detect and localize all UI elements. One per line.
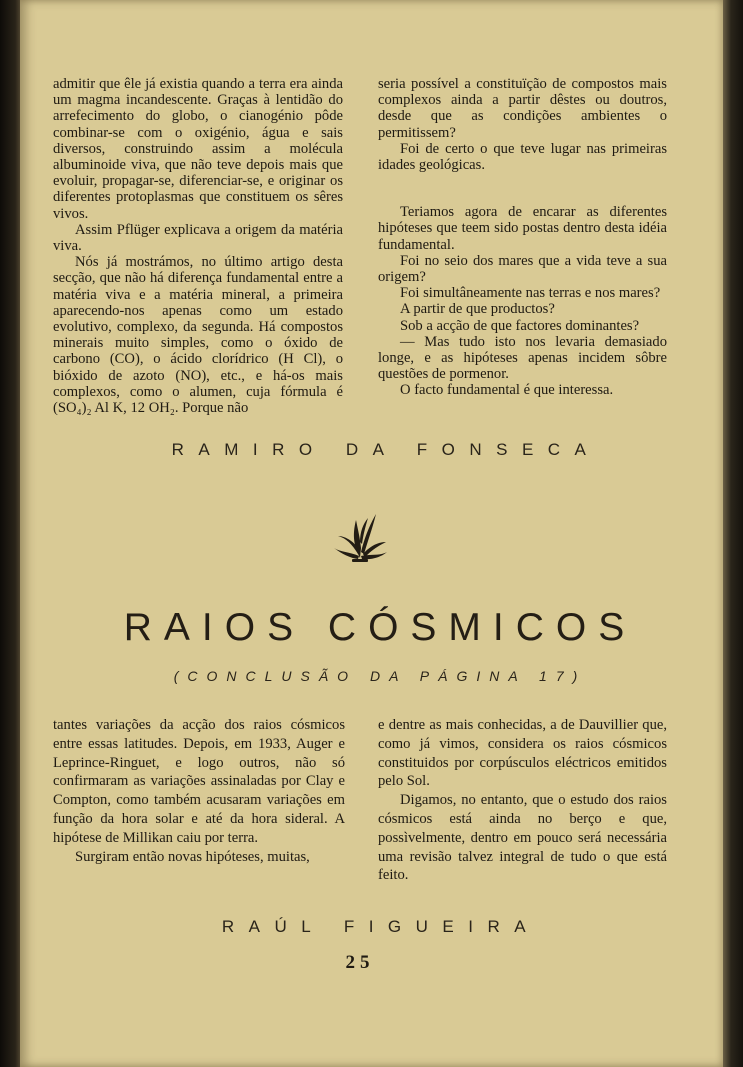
paragraph: Sob a acção de que factores dominantes? (400, 317, 640, 334)
bottom-article-right-column (378, 716, 667, 885)
paragraph: seria possível a constituïção de compostos mais complexos ainda a partir dêstes ou doutros, desde que as condições ambientes o permitissem? (378, 76, 667, 141)
paragraph: Assim Pflüger explicava a origem da matéria viva. (53, 221, 343, 255)
top-article-right-column (378, 76, 667, 399)
paragraph: Nós já mostrámos, no último artigo desta secção, que não há diferença fundamental entre a matéria viva e a matéria mineral, a primeira aparecendo-nos apenas como um estado evolutivo, complexo, da segunda. Há compostos minerais muito simples, como o óxido de carbono (CO), o ácido clorídrico (H Cl), o bióxido de azoto (NO), etc., e há-os mais complexos, como o alumen, cuja fórmula é (SO₄)₂ Al K, 12 OH₂. Porque não (53, 254, 343, 417)
paragraph: tantes variações da acção dos raios cósmicos entre essas latitudes. Depois, em 1933, Auger e Leprince-Ringuet, e logo outros, não só confirmaram as variações assinaladas por Clay e Compton, como também acusaram variações em função da hora solar e até da hora sideral. A hipótese de Millikan caiu por terra. (53, 717, 345, 846)
paragraph: A partir de que productos? (400, 301, 555, 318)
paragraph: Foi no seio dos mares que a vida teve a sua origem? (378, 252, 667, 286)
paragraph: Foi simultâneamente nas terras e nos mares? (400, 285, 661, 302)
paragraph: Foi de certo o que teve lugar nas primeiras idades geológicas. (378, 140, 667, 174)
bottom-article-author: RAÚL FIGUEIRA (221, 917, 541, 936)
top-article-author: RAMIRO DA FONSECA (171, 440, 601, 459)
top-article-left-column (53, 76, 343, 416)
page (20, 0, 723, 1067)
bottom-article-left-column (53, 716, 345, 866)
floral-ornament-icon (330, 502, 390, 564)
paragraph: Teriamos agora de encarar as diferentes hipóteses que teem sido postas dentro desta idéia fundamental. (378, 204, 667, 253)
paragraph: Surgiram então novas hipóteses, muitas, (75, 848, 310, 865)
paragraph: admitir que êle já existia quando a terra era ainda um magma incandescente. Graças à lentidão do arrefecimento do globo, o cianogénio pôde combinar-se com o oxigénio, água e sais diversos, construindo assim a molécula albuminoide viva, que não teve depois mais que evoluir, propagar-se, diferenciar-se, e originar os diferentes protoplasmas que constituem os sêres vivos. (53, 76, 343, 222)
article-title: RAIOS CÓSMICOS (123, 606, 637, 649)
paragraph: Digamos, no entanto, que o estudo dos raios cósmicos está ainda no berço e que, possìvelmente, dentro em pouco será necessária uma revisão talvez integral de tudo o que está feito. (378, 792, 667, 884)
book-edge-shadow (723, 0, 743, 1067)
article-subtitle: (CONCLUSÃO DA PÁGINA 17) (173, 668, 587, 684)
paragraph: e dentre as mais conhecidas, a de Dauvillier que, como já vimos, considera os raios cósmicos constituidos por corpúsculos eléctricos emitidos pelo Sol. (378, 717, 667, 790)
paragraph: O facto fundamental é que interessa. (400, 382, 614, 399)
paragraph: — Mas tudo isto nos levaria demasiado longe, e as hipóteses apenas incidem sôbre questões de pormenor. (378, 333, 667, 383)
page-number: 25 (345, 952, 375, 973)
book-spine-shadow (0, 0, 22, 1067)
